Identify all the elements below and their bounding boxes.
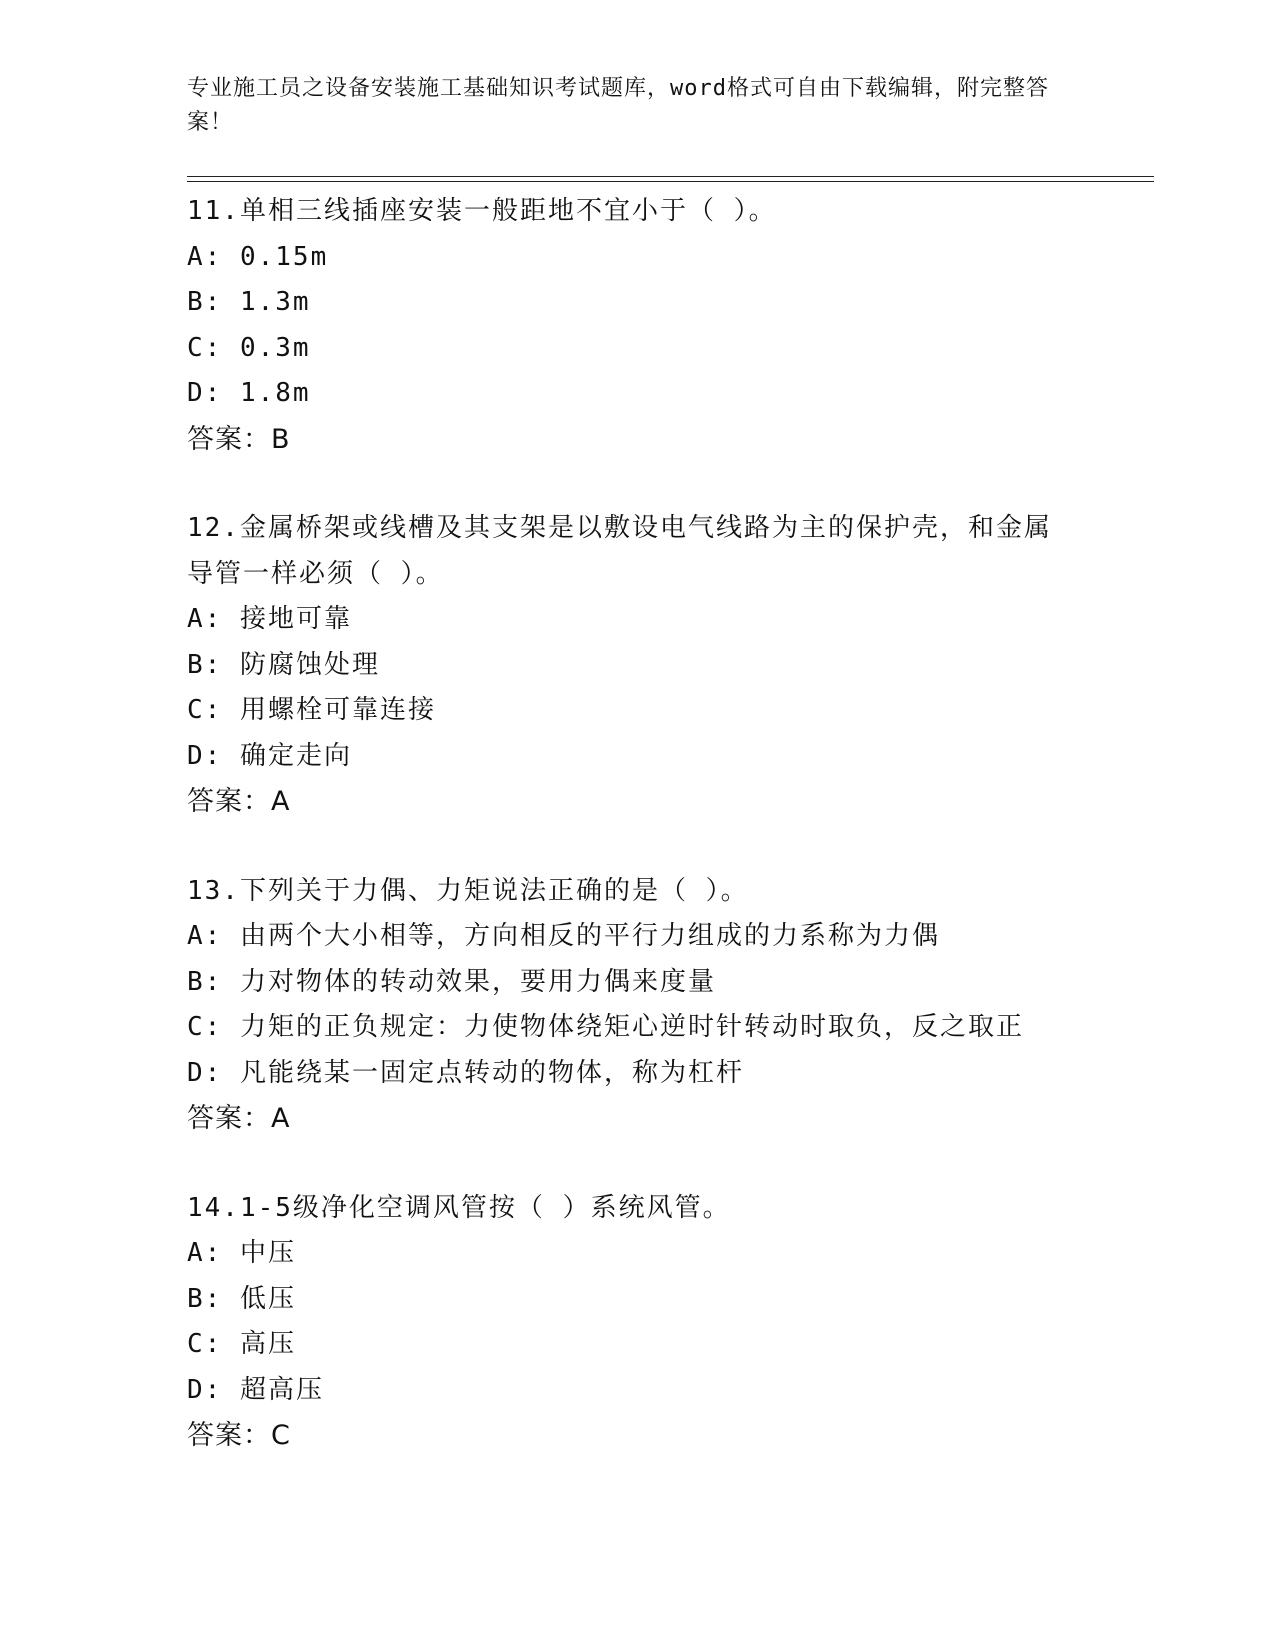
answer-label: 答案： xyxy=(187,1420,271,1451)
question-stem: 13.下列关于力偶、力矩说法正确的是（ ）。 xyxy=(187,875,749,906)
answer-label: 答案： xyxy=(187,423,271,455)
question-stem: 11.单相三线插座安装一般距地不宜小于（ ）。 xyxy=(187,196,777,226)
option-c: C: 高压 xyxy=(187,1329,296,1359)
answer-line xyxy=(187,779,1087,825)
answer-label: 答案： xyxy=(187,786,271,817)
option-a: A: 由两个大小相等，方向相反的平行力组成的力系称为力偶 xyxy=(187,921,940,951)
answer-label: 答案： xyxy=(187,1103,271,1134)
option-a: A: 中压 xyxy=(187,1238,296,1268)
header-divider-top xyxy=(187,176,1154,177)
answer-line xyxy=(187,417,1087,463)
question-14 xyxy=(187,1186,1087,1459)
option-b: B: 1.3m xyxy=(187,287,311,317)
answer-value: A xyxy=(271,1103,291,1134)
answer-line xyxy=(187,1096,1087,1142)
option-d: D: 超高压 xyxy=(187,1374,324,1405)
question-13 xyxy=(187,869,1087,1142)
header-divider-bottom xyxy=(187,181,1154,182)
option-c: C: 0.3m xyxy=(187,332,311,363)
answer-value: B xyxy=(271,423,291,455)
question-list xyxy=(187,189,1087,1503)
option-b: B: 低压 xyxy=(187,1283,296,1314)
question-stem: 12.金属桥架或线槽及其支架是以敷设电气线路为主的保护壳，和金属导管一样必须（ ）。 xyxy=(187,513,1052,589)
option-a: A: 接地可靠 xyxy=(187,604,352,634)
question-stem: 14.1-5级净化空调风管按（ ）系统风管。 xyxy=(187,1192,731,1223)
document-header: 专业施工员之设备安装施工基础知识考试题库，word格式可自由下载编辑，附完整答案！ xyxy=(187,76,1049,135)
answer-line xyxy=(187,1413,1087,1459)
option-c: C: 用螺栓可靠连接 xyxy=(187,695,436,725)
option-d: D: 1.8m xyxy=(187,378,311,408)
option-b: B: 防腐蚀处理 xyxy=(187,649,380,680)
option-b: B: 力对物体的转动效果，要用力偶来度量 xyxy=(187,966,716,997)
answer-value: C xyxy=(271,1420,291,1451)
option-d: D: 凡能绕某一固定点转动的物体，称为杠杆 xyxy=(187,1057,744,1088)
answer-value: A xyxy=(271,786,291,817)
option-d: D: 确定走向 xyxy=(187,740,352,771)
option-a: A: 0.15m xyxy=(187,241,329,272)
question-12 xyxy=(187,506,1087,825)
option-c: C: 力矩的正负规定：力使物体绕矩心逆时针转动时取负，反之取正 xyxy=(187,1012,1024,1042)
question-11 xyxy=(187,189,1087,462)
